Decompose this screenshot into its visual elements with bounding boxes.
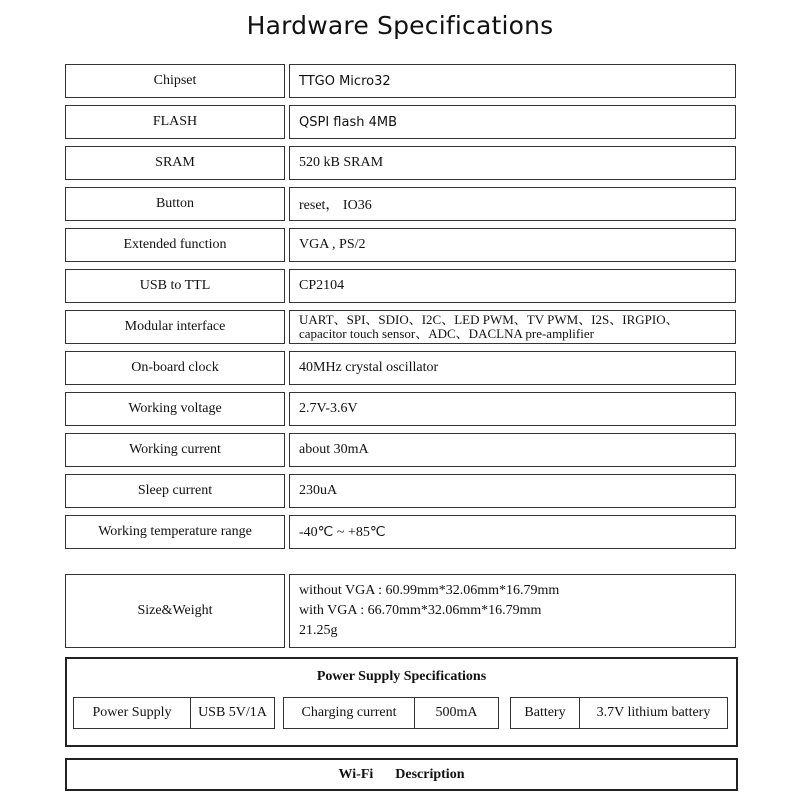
spec-value: TTGO Micro32 [289, 64, 736, 98]
page-title: Hardware Specifications [246, 11, 554, 40]
power-supply-group [73, 697, 275, 729]
power-item-label: Battery [524, 705, 566, 720]
spec-value: 40MHz crystal oscillator [289, 351, 736, 385]
wifi-label: Wi-Fi [338, 766, 374, 782]
spec-label: On-board clock [65, 351, 285, 385]
spec-value-line: 21.25g [299, 623, 338, 638]
power-item-label: Charging current [301, 705, 397, 720]
spec-row-extended-function [65, 228, 736, 262]
spec-value: VGA , PS/2 [289, 228, 736, 262]
spec-label: Size&Weight [65, 574, 285, 648]
spec-row-size-weight [65, 574, 736, 648]
spec-row-usb-to-ttl [65, 269, 736, 303]
spec-value-line: capacitor touch sensor、ADC、DACLNA pre-amplifier [299, 326, 594, 341]
spec-value: 2.7V-3.6V [289, 392, 736, 426]
power-item-label: Power Supply [92, 705, 172, 720]
spec-row-button [65, 187, 736, 221]
spec-value: 230uA [289, 474, 736, 508]
spec-row-working-voltage [65, 392, 736, 426]
spec-label: USB to TTL [65, 269, 285, 303]
spec-label: Working current [65, 433, 285, 467]
spec-value [289, 574, 736, 648]
power-supply-title: Power Supply Specifications [316, 669, 487, 684]
spec-label: Chipset [65, 64, 285, 98]
spec-row-on-board-clock [65, 351, 736, 385]
spec-label: FLASH [65, 105, 285, 139]
spec-value-line: with VGA : 66.70mm*32.06mm*16.79mm [299, 603, 542, 618]
spec-row-flash [65, 105, 736, 139]
spec-row-chipset [65, 64, 736, 98]
spec-value: 520 kB SRAM [289, 146, 736, 180]
spec-label: Sleep current [65, 474, 285, 508]
spec-row-modular-interface [65, 310, 736, 344]
spec-value: -40℃ ~ +85℃ [289, 515, 736, 549]
spec-label: SRAM [65, 146, 285, 180]
power-supply-section [65, 657, 738, 747]
power-item-value: 3.7V lithium battery [579, 698, 727, 728]
wifi-section-header [65, 758, 738, 791]
wifi-description-label: Description [395, 766, 465, 782]
spec-label: Button [65, 187, 285, 221]
spec-value: reset， IO36 [289, 187, 736, 221]
spec-label: Working voltage [65, 392, 285, 426]
spec-label: Working temperature range [65, 515, 285, 549]
power-item-value: 500mA [414, 698, 498, 728]
spec-row-working-current [65, 433, 736, 467]
spec-row-sram [65, 146, 736, 180]
spec-value: CP2104 [289, 269, 736, 303]
spec-row-working-temperature [65, 515, 736, 549]
charging-current-group [283, 697, 499, 729]
spec-value-line: without VGA : 60.99mm*32.06mm*16.79mm [299, 583, 560, 598]
spec-label: Extended function [65, 228, 285, 262]
spec-value: QSPI flash 4MB [289, 105, 736, 139]
spec-value [289, 310, 736, 344]
battery-group [510, 697, 728, 729]
spec-value-line: UART、SPI、SDIO、I2C、LED PWM、TV PWM、I2S、IRGPIO、 [299, 312, 679, 327]
power-item-value: USB 5V/1A [190, 698, 274, 728]
spec-label: Modular interface [65, 310, 285, 344]
spec-value: about 30mA [289, 433, 736, 467]
spec-row-sleep-current [65, 474, 736, 508]
